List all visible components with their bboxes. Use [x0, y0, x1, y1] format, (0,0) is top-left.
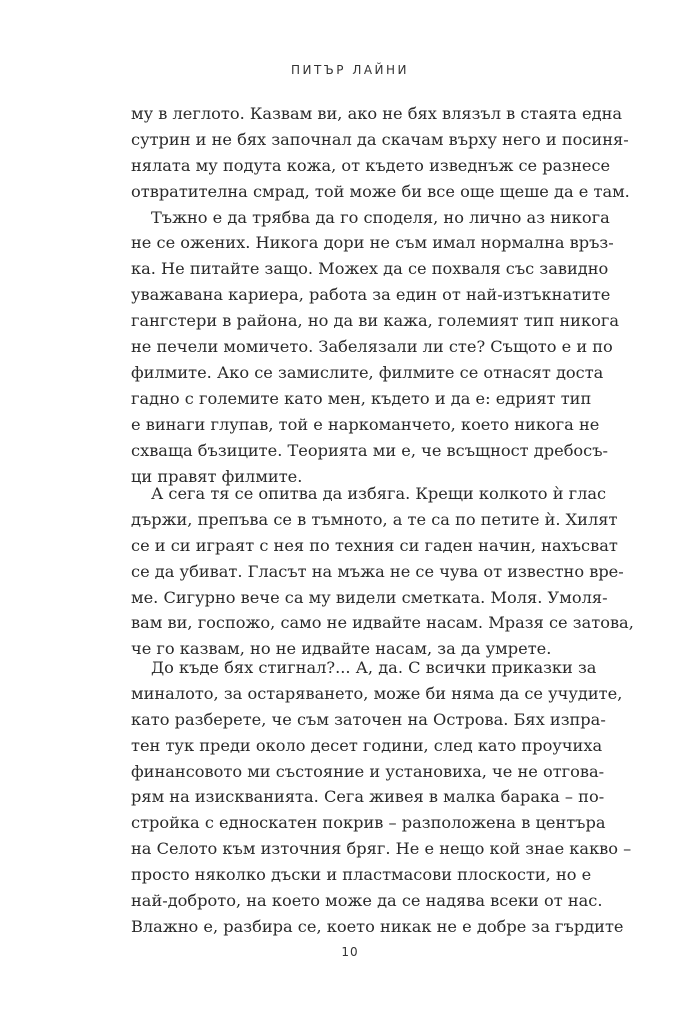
text-line: тен тук преди около десет години, след като проучиха [131, 735, 603, 755]
text-line: не печели момичето. Забелязали ли сте? Същото е и по [131, 337, 613, 357]
text-line: нялата му подута кожа, от където изведнъж се разнесе [131, 155, 611, 175]
text-line: А сега тя се опитва да избяга. Крещи колкото ѝ глас [151, 484, 607, 503]
text-line: ка. Не питайте защо. Можех да се похваля със завидно [131, 259, 609, 279]
text-line: Тъжно е да трябва да го споделя, но лично аз никога [151, 207, 610, 227]
paragraph-1 [131, 101, 630, 205]
text-line: му в леглото. Казвам ви, ако не бях влязъл в стаята една [131, 104, 623, 123]
text-line: ци правят филмите. [131, 466, 303, 486]
text-line: сутрин и не бях започнал да скачам върху него и посиня- [131, 129, 629, 149]
text-line: се да убиват. Гласът на мъжа не се чува от известно вре- [131, 561, 624, 581]
text-line: гадно с големите като мен, където и да е: едрият тип [131, 388, 592, 408]
paragraph-4 [131, 655, 632, 940]
text-line: миналото, за остаряването, може би няма да се учудите, [131, 683, 623, 703]
text-line: на Селото към източния бряг. Не е нещо кой знае какво – [131, 839, 632, 859]
text-line: ме. Сигурно вече са му видели сметката. Моля. Умоля- [131, 587, 608, 607]
paragraph-3 [131, 481, 634, 662]
paragraph-2 [131, 205, 619, 490]
running-header-author: ПИТЪР ЛАЙНИ [290, 63, 410, 77]
text-line: схваща бъзиците. Теорията ми е, че всъщност дребосъ- [131, 440, 609, 460]
text-line: се и си играят с нея по техния си гаден начин, нахъсват [131, 535, 618, 555]
text-line: уважавана кариера, работа за един от най-изтъкнатите [131, 285, 611, 305]
text-line: Влажно е, разбира се, което никак не е добре за гърдите [131, 916, 624, 936]
text-line: стройка с едноскатен покрив – разположена в центъра [131, 813, 606, 833]
text-line: филмите. Ако се замислите, филмите се отнасят доста [131, 362, 604, 382]
text-line: гангстери в района, но да ви кажа, големият тип никога [131, 311, 619, 331]
page-number: 10 [341, 945, 359, 959]
text-line: отвратителна смрад, той може би все още щеше да е там. [131, 181, 630, 201]
text-line: До къде бях стигнал?... А, да. С всички приказки за [151, 658, 597, 677]
text-line: просто няколко дъски и пластмасови плоскости, но е [131, 865, 592, 885]
text-line: че го казвам, но не идвайте насам, за да умрете. [131, 639, 552, 659]
text-line: вам ви, госпожо, само не идвайте насам. Мразя се затова, [131, 613, 634, 633]
text-line: като разберете, че съм заточен на Острова. Бях изпра- [131, 709, 606, 729]
text-line: е винаги глупав, той е наркоманчето, което никога не [131, 414, 600, 434]
text-line: не се ожених. Никога дори не съм имал нормална връз- [131, 233, 614, 253]
text-line: финансовото ми състояние и установиха, че не отговa- [131, 761, 605, 781]
text-line: държи, препъва се в тъмното, а те са по петите ѝ. Хилят [131, 509, 618, 529]
text-line: най-доброто, на което може да се надява всеки от нас. [131, 891, 603, 911]
text-line: рям на изискванията. Сега живея в малка барака – по- [131, 787, 605, 807]
